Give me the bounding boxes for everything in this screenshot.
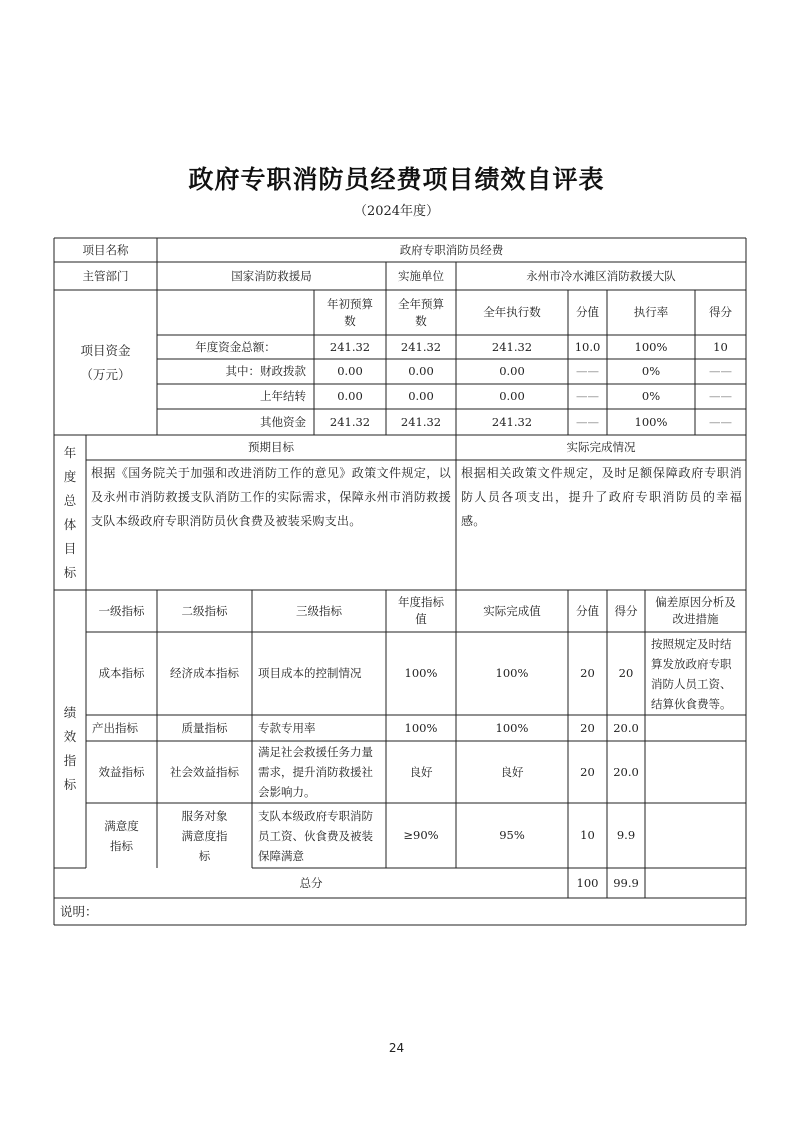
perf-analysis: 按照规定及时结算发放政府专职消防人员工资、结算伙食费等。 [651, 636, 732, 711]
perf-level3: 支队本级政府专职消防员工资、伙食费及被装保障满意 [258, 808, 373, 863]
perf-target: 100% [404, 720, 438, 735]
perf-level2: 经济成本指标 [170, 666, 239, 680]
funding-executed: 241.32 [491, 414, 533, 429]
note-label: 说明： [60, 904, 98, 919]
funding-annual: 241.32 [400, 339, 442, 354]
perf-analysis [645, 715, 746, 741]
perf-target: ≥90% [403, 828, 439, 842]
header-annual-budget: 全年预算数 [398, 296, 444, 328]
funding-row-name: 年度资金总额： [195, 339, 276, 354]
perf-level1: 产出指标 [92, 720, 138, 735]
header-target: 年度指标值 [398, 595, 444, 626]
performance-side-char: 标 [63, 777, 77, 792]
project-name-label: 项目名称 [82, 242, 129, 257]
funding-annual: 0.00 [408, 364, 434, 378]
perf-level1: 满意度指标 [104, 818, 139, 853]
header-weight: 分值 [576, 603, 599, 618]
document-title: 政府专职消防员经费项目绩效自评表 [188, 165, 605, 194]
funding-row-name: 其中：财政拨款 [225, 364, 306, 378]
perf-weight: 10 [580, 828, 595, 842]
header-analysis: 偏差原因分析及改进措施 [655, 595, 736, 626]
header-score: 得分 [614, 603, 638, 618]
perf-level2: 服务对象满意度指标 [181, 808, 228, 863]
perf-level2: 质量指标 [181, 720, 228, 735]
funding-annual: 241.32 [400, 414, 442, 429]
goals-side-char: 目 [63, 540, 77, 556]
department-label: 主管部门 [82, 268, 129, 283]
goals-side-char: 体 [63, 516, 77, 532]
department-value: 国家消防救援局 [231, 268, 312, 283]
perf-actual: 100% [495, 720, 529, 735]
perf-weight: 20 [580, 720, 595, 735]
perf-actual: 良好 [500, 764, 524, 779]
funding-rate: 100% [634, 414, 668, 429]
header-actual: 实际完成值 [483, 603, 541, 618]
expected-goal-text: 根据《国务院关于加强和改进消防工作的意见》政策文件规定，以及永州市消防救援支队消防工作的实际需求，保障永州市消防救援支队本级政府专职消防员伙食费及被装采购支出。 [91, 466, 451, 528]
perf-level1: 效益指标 [98, 764, 145, 779]
actual-result-header: 实际完成情况 [566, 440, 636, 454]
perf-analysis [645, 803, 746, 868]
perf-target: 良好 [409, 764, 433, 779]
perf-level3: 专款专用率 [258, 720, 316, 735]
performance-side-char: 效 [63, 729, 77, 744]
funding-rate: 0% [641, 364, 661, 378]
performance-side-label [54, 590, 86, 868]
header-rate: 执行率 [633, 305, 669, 319]
funding-score: —— [709, 389, 732, 403]
perf-actual: 95% [499, 828, 525, 842]
header-level1: 一级指标 [98, 603, 145, 618]
header-score: 得分 [709, 305, 732, 319]
funding-row-name: 其他资金 [260, 414, 306, 429]
goals-side-char: 总 [63, 492, 77, 508]
perf-analysis [645, 741, 746, 803]
performance-side-char: 绩 [63, 705, 77, 720]
funding-annual: 0.00 [408, 389, 434, 403]
total-score: 99.9 [613, 875, 639, 890]
implementer-label: 实施单位 [398, 268, 444, 283]
perf-weight: 20 [580, 764, 595, 779]
funding-executed: 241.32 [491, 339, 533, 354]
funding-score: —— [709, 414, 732, 429]
funding-executed: 0.00 [499, 389, 525, 403]
goals-side-label [54, 435, 86, 590]
perf-score: 20.0 [613, 720, 639, 735]
total-label: 总分 [299, 875, 323, 890]
funding-initial: 0.00 [337, 364, 363, 378]
document-subtitle: （2024年度） [353, 204, 440, 219]
perf-actual: 100% [495, 666, 529, 680]
funding-weight: —— [576, 414, 599, 429]
goals-side-char: 度 [63, 468, 77, 484]
funding-weight: —— [576, 389, 599, 403]
funding-initial: 241.32 [329, 339, 371, 354]
perf-level1: 成本指标 [98, 666, 145, 680]
funding-label-line1: 项目资金 [80, 342, 131, 358]
perf-score: 9.9 [616, 828, 636, 842]
page-number: 24 [388, 1041, 405, 1055]
funding-rate: 0% [641, 389, 661, 403]
perf-level2: 社会效益指标 [170, 764, 239, 779]
header-initial-budget: 年初预算数 [327, 296, 373, 328]
perf-score: 20.0 [613, 764, 639, 779]
funding-executed: 0.00 [499, 364, 525, 378]
funding-label [54, 290, 157, 435]
funding-initial: 0.00 [337, 389, 363, 403]
perf-level3: 满足社会救援任务力量需求，提升消防救援社会影响力。 [258, 745, 373, 799]
funding-rate: 100% [634, 339, 668, 354]
funding-score: 10 [713, 339, 728, 354]
funding-weight: 10.0 [574, 339, 601, 354]
expected-goal-header: 预期目标 [248, 440, 294, 454]
perf-target: 100% [404, 666, 438, 680]
performance-side-char: 指 [63, 753, 77, 768]
header-level3: 三级指标 [296, 603, 342, 618]
header-weight: 分值 [576, 305, 599, 319]
funding-initial: 241.32 [329, 414, 371, 429]
project-name-value: 政府专职消防员经费 [399, 242, 504, 257]
perf-score: 20 [618, 666, 634, 680]
header-executed: 全年执行数 [483, 305, 541, 319]
implementer-value: 永州市冷水滩区消防救援大队 [526, 268, 676, 283]
total-weight: 100 [576, 875, 599, 890]
funding-weight: —— [576, 364, 599, 378]
funding-label-line2: （万元） [80, 366, 131, 382]
header-level2: 二级指标 [181, 603, 228, 618]
actual-result-text: 根据相关政策文件规定，及时足额保障政府专职消防人员各项支出，提升了政府专职消防员的幸福感。 [461, 466, 742, 528]
goals-side-char: 标 [63, 564, 77, 580]
goals-side-char: 年 [63, 444, 77, 460]
perf-weight: 20 [580, 666, 595, 680]
perf-level3: 项目成本的控制情况 [258, 666, 362, 680]
funding-score: —— [709, 364, 732, 378]
funding-row-name: 上年结转 [260, 389, 306, 403]
